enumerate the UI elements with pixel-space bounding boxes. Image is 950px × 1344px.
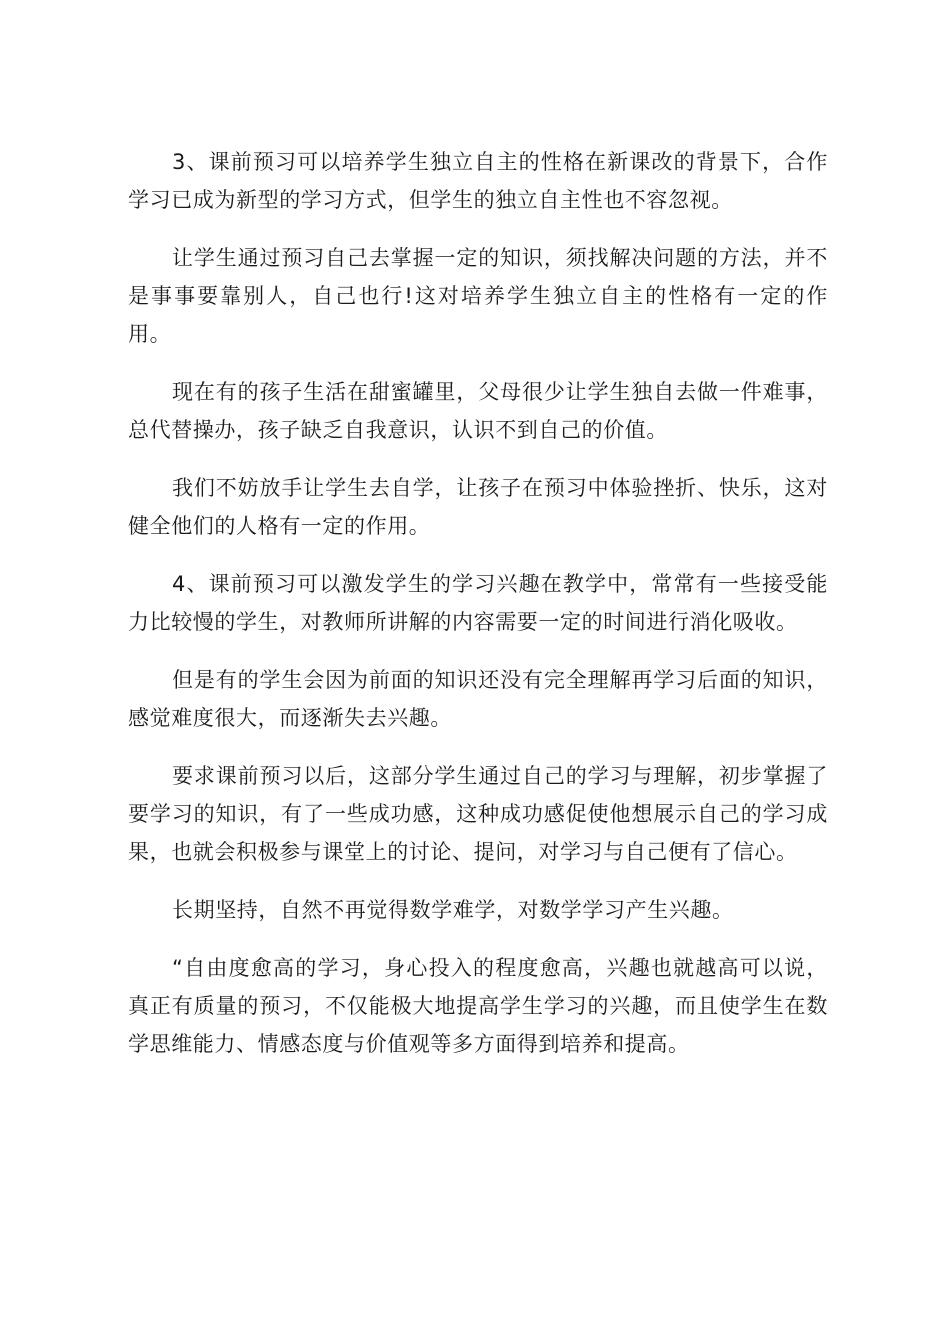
paragraph-5: 4、课前预习可以激发学生的学习兴趣在教学中，常常有一些接受能力比较慢的学生，对教师所讲解的内容需要一定的时间进行消化吸收。 [128, 572, 828, 634]
paragraph-4: 我们不妨放手让学生去自学，让孩子在预习中体验挫折、快乐，这对健全他们的人格有一定的作用。 [128, 476, 828, 538]
paragraph-9: “自由度愈高的学习，身心投入的程度愈高，兴趣也就越高可以说，真正有质量的预习，不仅能极大地提高学生学习的兴趣，而且使学生在数学思维能力、情感态度与价值观等多方面得到培养和提高。 [128, 956, 828, 1056]
paragraph-6: 但是有的学生会因为前面的知识还没有完全理解再学习后面的知识，感觉难度很大，而逐渐失去兴趣。 [128, 668, 828, 730]
paragraph-8: 长期坚持，自然不再觉得数学难学，对数学学习产生兴趣。 [172, 898, 734, 922]
paragraph-7: 要求课前预习以后，这部分学生通过自己的学习与理解，初步掌握了要学习的知识，有了一些成功感，这种成功感促使他想展示自己的学习成果，也就会积极参与课堂上的讨论、提问，对学习与自己便有了信心。 [128, 764, 828, 864]
paragraph-3: 现在有的孩子生活在甜蜜罐里，父母很少让学生独自去做一件难事，总代替操办，孩子缺乏自我意识，认识不到自己的价值。 [128, 380, 828, 442]
document-body [128, 143, 828, 1063]
paragraph-2: 让学生通过预习自己去掌握一定的知识，须找解决问题的方法，并不是事事要靠别人，自己也行!这对培养学生独立自主的性格有一定的作用。 [128, 246, 828, 346]
paragraph-1: 3、课前预习可以培养学生独立自主的性格在新课改的背景下，合作学习已成为新型的学习方式，但学生的独立自主性也不容忽视。 [128, 150, 828, 212]
